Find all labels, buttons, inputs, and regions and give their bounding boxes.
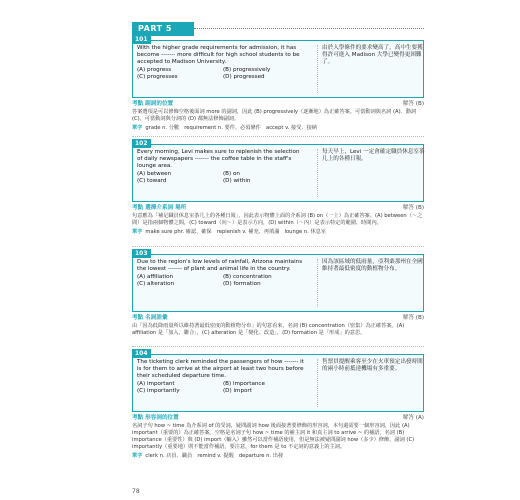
question-number: 102 [132, 139, 151, 148]
question-box [132, 36, 424, 98]
options [137, 171, 305, 185]
explanation: 句意應為「補足職員休息室茶几上的各種日報」，因此表示物體上面的介系詞 (B) on（一上）為正確答案。(A) between（～之間）是指兩個物體之間，(C) toward（向～）是表示方向，(D) within（～內）是表示特定的範圍、時間內。 [132, 213, 423, 226]
question-104 [132, 350, 424, 460]
question-number: 101 [132, 35, 151, 44]
vocab-tag: 單字 [132, 453, 143, 459]
option-c[interactable]: (C) importantly [137, 388, 180, 394]
topic-label: 考點 形容詞的位置 [132, 415, 179, 421]
question-stem: With the higher grade requirements for admission, it has become ------- more difficult for high school students to be accepted to Madison University. [137, 45, 300, 65]
question-box [132, 140, 425, 202]
section-divider [132, 246, 424, 247]
options [137, 274, 305, 288]
answer-topic-row [132, 415, 424, 422]
question-number: 104 [132, 349, 151, 358]
explanation: 名詞子句 how ~ time 為介系詞 of 的受詞，疑問副詞 how 後面接著要修飾的形容詞，本句還需要一個形容詞，因此 (A) important（重要的）為正確答案。空格是名詞子句 how ~ time 的補主詞 it 和真主詞 to arrive ~ 的補語，名詞 (B) importance（重要性）與 (D) import（輸入）雖然可以當作補語使用，但是無法被疑問副詞 how（多少）修飾，副詞 (C) importantly（重要地）則不能當作補語，要注意，for them 是 to 不定詞的意義上的主詞。 [132, 423, 415, 450]
translation: 每天早上，Levi 一定會確定職員休息室茶几上的各種日報。 [317, 149, 426, 197]
answer-key: 解答 (B) [402, 205, 424, 211]
topic-label: 考點 名詞語彙 [132, 315, 168, 321]
topic-label: 考點 副詞的位置 [132, 101, 174, 107]
vocab-line: 單字 clerk n. 店員、職員 remind v. 提醒 departure n. 出發 [132, 453, 284, 459]
option-b[interactable]: (B) concentration [223, 274, 272, 280]
answer-key: 解答 (A) [402, 415, 424, 421]
translation: 售票員提醒乘客至少在火車預定出發時間的兩小時前抵達機場有多重要。 [317, 359, 426, 407]
question-stem: The ticketing clerk reminded the passengers of how ------- it is for them to arrive at the airport at least two hours before their scheduled departure time. [137, 359, 304, 379]
question-stem-block [137, 149, 305, 185]
vocab-tag: 單字 [132, 125, 143, 131]
question-101 [132, 36, 424, 132]
question-stem-block [137, 45, 305, 81]
question-stem-block [137, 359, 305, 395]
option-b[interactable]: (B) on [223, 171, 240, 177]
question-stem: Due to the region's low levels of rainfall, Arizona maintains the lowest ------- of plant and animal life in the country. [137, 259, 303, 272]
question-stem-block [137, 259, 305, 288]
option-a[interactable]: (A) affiliation [137, 274, 174, 280]
option-b[interactable]: (B) progressively [223, 67, 271, 73]
option-d[interactable]: (D) progressed [223, 74, 265, 80]
section-divider [132, 346, 424, 347]
options [137, 67, 305, 81]
option-b[interactable]: (B) importance [223, 381, 265, 387]
question-stem: Every morning, Levi makes sure to replenish the selection of daily newspapers ------- the coffee table in the staff's lounge area. [137, 149, 300, 169]
option-c[interactable]: (C) toward [137, 178, 167, 184]
question-102 [132, 140, 425, 236]
answer-topic-row [132, 101, 424, 108]
vocab-line: 單字 make sure phr. 確認、確保 replenish v. 補充、再填滿 lounge n. 休息室 [132, 229, 327, 235]
explanation: 由「因為低降雨量所以維持著最低密度的動植物分布」的句意看來，名詞 (B) concentration（密集）為正確答案。(A) affiliation 是「加入、聯合」，(C) alteration 是「變化、改造」，(D) formation 是「形成」的意思。 [132, 323, 405, 336]
option-a[interactable]: (A) progress [137, 67, 172, 73]
answer-key: 解答 (B) [402, 101, 424, 107]
option-d[interactable]: (D) within [223, 178, 251, 184]
question-box [132, 250, 424, 312]
answer-key: 解答 (B) [402, 315, 424, 321]
vocab-line: 單字 grade n. 分數 requirement n. 要件、必須條件 accept v. 接受、接納 [132, 125, 317, 131]
options [137, 381, 305, 395]
answer-topic-row [132, 315, 424, 322]
translation: 由於入學條件的要求變高了，高中生要獲得許可進入 Madison 大學已變得更困難了。 [317, 45, 426, 93]
option-a[interactable]: (A) between [137, 171, 172, 177]
section-divider [132, 136, 424, 137]
question-103 [132, 250, 424, 337]
question-number: 103 [132, 249, 151, 258]
vocab-tag: 單字 [132, 229, 143, 235]
workbook-page [118, 0, 425, 500]
topic-label: 考點 選擇介系詞 場所 [132, 205, 187, 211]
answer-topic-row [132, 205, 424, 212]
option-d[interactable]: (D) formation [223, 281, 261, 287]
option-d[interactable]: (D) import [223, 388, 252, 394]
explanation: 答案選項是可以修飾空格後面詞 more 的副詞，因此 (B) progressively（逐漸地）為正確答案。可當動詞與名詞 (A)、動詞 (C)、可當動詞與分詞的 (D) 都無法修飾副詞。 [132, 109, 417, 122]
option-c[interactable]: (C) alteration [137, 281, 175, 287]
page-number: 78 [132, 488, 140, 495]
option-c[interactable]: (C) progresses [137, 74, 178, 80]
translation: 因為該區域的低雨量，亞利桑那州在全國維持著最低密度的動植物分布。 [317, 259, 426, 307]
part-divider-line [194, 28, 424, 29]
question-box [132, 350, 424, 412]
option-a[interactable]: (A) important [137, 381, 175, 387]
part-heading: PART 5 [132, 22, 194, 36]
